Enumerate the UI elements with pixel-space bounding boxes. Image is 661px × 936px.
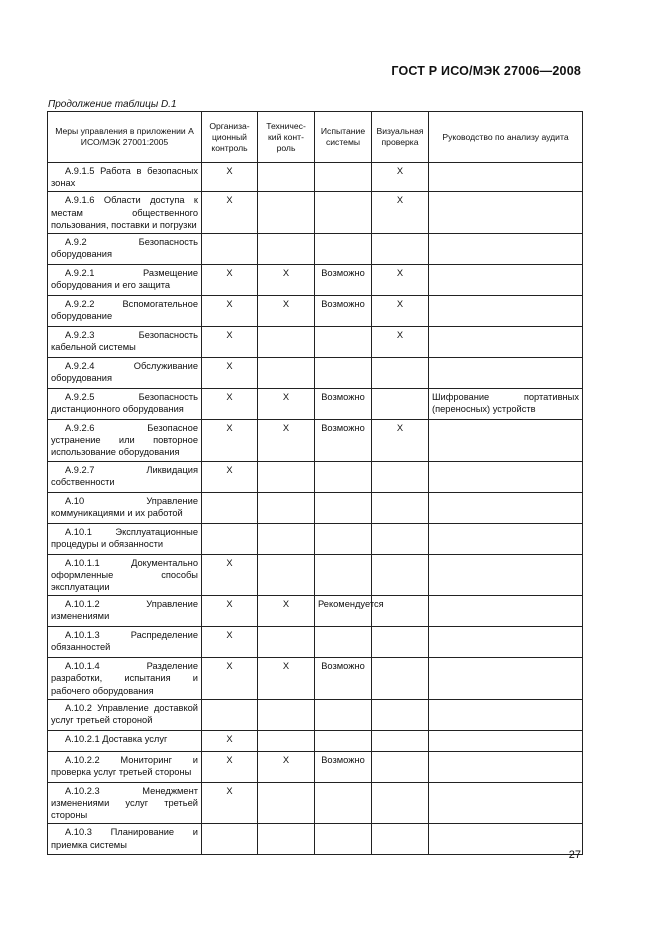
document-standard-title: ГОСТ Р ИСО/МЭК 27006—2008 — [391, 64, 581, 78]
column-header-technical-control: Техничес-кий конт-роль — [258, 112, 315, 163]
system-testing-cell: Возможно — [315, 420, 372, 462]
technical-control-cell: X — [258, 751, 315, 782]
visual-inspection-cell: X — [372, 296, 429, 327]
system-testing-cell — [315, 824, 372, 855]
visual-inspection-cell — [372, 554, 429, 596]
system-testing-cell — [315, 461, 372, 492]
system-testing-cell: Возможно — [315, 658, 372, 700]
visual-inspection-cell: X — [372, 265, 429, 296]
organizational-control-cell — [202, 824, 258, 855]
visual-inspection-cell — [372, 234, 429, 265]
visual-inspection-cell — [372, 492, 429, 523]
column-header-organizational-control: Организа-ционный контроль — [202, 112, 258, 163]
system-testing-cell — [315, 782, 372, 824]
organizational-control-cell: X — [202, 265, 258, 296]
organizational-control-cell: X — [202, 358, 258, 389]
table-body — [48, 163, 583, 855]
technical-control-cell — [258, 461, 315, 492]
system-testing-cell — [315, 627, 372, 658]
organizational-control-cell: X — [202, 627, 258, 658]
measure-cell: A.10.1.3 Распределение обязанностей — [48, 627, 202, 658]
audit-guidance-cell — [429, 163, 583, 192]
system-testing-cell — [315, 358, 372, 389]
system-testing-cell — [315, 699, 372, 730]
visual-inspection-cell — [372, 461, 429, 492]
organizational-control-cell: X — [202, 192, 258, 234]
organizational-control-cell: X — [202, 389, 258, 420]
technical-control-cell — [258, 627, 315, 658]
system-testing-cell: Рекомендуется — [315, 596, 372, 627]
audit-guidance-cell — [429, 492, 583, 523]
measure-cell: A.9.2 Безопасность оборудования — [48, 234, 202, 265]
technical-control-cell — [258, 163, 315, 192]
measure-cell: A.10.1 Эксплуатационные процедуры и обязанности — [48, 523, 202, 554]
technical-control-cell — [258, 358, 315, 389]
table-row — [48, 782, 583, 824]
organizational-control-cell: X — [202, 596, 258, 627]
organizational-control-cell: X — [202, 296, 258, 327]
audit-guidance-cell — [429, 265, 583, 296]
measure-cell: A.10.1.4 Разделение разработки, испытания и рабочего оборудования — [48, 658, 202, 700]
audit-guidance-cell — [429, 751, 583, 782]
organizational-control-cell: X — [202, 782, 258, 824]
organizational-control-cell — [202, 523, 258, 554]
table-row — [48, 234, 583, 265]
technical-control-cell — [258, 192, 315, 234]
table-row — [48, 296, 583, 327]
table-row — [48, 265, 583, 296]
column-header-audit-guidance: Руководство по анализу аудита — [429, 112, 583, 163]
audit-guidance-cell — [429, 782, 583, 824]
organizational-control-cell: X — [202, 163, 258, 192]
audit-guidance-cell — [429, 296, 583, 327]
system-testing-cell: Возможно — [315, 389, 372, 420]
measure-cell: A.9.2.5 Безопасность дистанционного оборудования — [48, 389, 202, 420]
audit-guidance-cell — [429, 699, 583, 730]
audit-guidance-cell — [429, 596, 583, 627]
visual-inspection-cell — [372, 627, 429, 658]
measure-cell: A.10.2 Управление доставкой услуг третьей стороной — [48, 699, 202, 730]
technical-control-cell — [258, 234, 315, 265]
system-testing-cell — [315, 327, 372, 358]
system-testing-cell — [315, 234, 372, 265]
measure-cell: A.9.2.4 Обслуживание оборудования — [48, 358, 202, 389]
measure-cell: A.10.2.2 Мониторинг и проверка услуг третьей стороны — [48, 751, 202, 782]
system-testing-cell — [315, 523, 372, 554]
measure-cell: A.10.1.1 Документально оформленные способы эксплуатации — [48, 554, 202, 596]
page-number: 27 — [568, 849, 581, 861]
table-row — [48, 596, 583, 627]
measure-cell: A.9.2.2 Вспомогательное оборудование — [48, 296, 202, 327]
system-testing-cell — [315, 730, 372, 751]
column-header-measures: Меры управления в приложении А ИСО/МЭК 27001:2005 — [48, 112, 202, 163]
audit-guidance-cell — [429, 327, 583, 358]
organizational-control-cell — [202, 492, 258, 523]
measure-cell: A.9.1.5 Работа в безопасных зонах — [48, 163, 202, 192]
visual-inspection-cell — [372, 389, 429, 420]
table-caption: Продолжение таблицы D.1 — [48, 99, 177, 110]
measure-cell: A.9.2.7 Ликвидация собственности — [48, 461, 202, 492]
measure-cell: A.10.2.3 Менеджмент изменениями услуг третьей стороны — [48, 782, 202, 824]
audit-guidance-cell — [429, 461, 583, 492]
visual-inspection-cell: X — [372, 327, 429, 358]
organizational-control-cell — [202, 234, 258, 265]
audit-guidance-cell — [429, 420, 583, 462]
table-row — [48, 192, 583, 234]
measure-cell: A.10.2.1 Доставка услуг — [48, 730, 202, 751]
audit-guidance-cell — [429, 627, 583, 658]
technical-control-cell — [258, 492, 315, 523]
table-row — [48, 461, 583, 492]
table-row — [48, 420, 583, 462]
technical-control-cell — [258, 699, 315, 730]
table-row — [48, 492, 583, 523]
system-testing-cell: Возможно — [315, 296, 372, 327]
measure-cell: A.10 Управление коммуникациями и их работой — [48, 492, 202, 523]
measure-cell: A.9.2.6 Безопасное устранение или повторное использование оборудования — [48, 420, 202, 462]
audit-guidance-cell — [429, 358, 583, 389]
table-row — [48, 751, 583, 782]
table-row — [48, 699, 583, 730]
visual-inspection-cell — [372, 730, 429, 751]
visual-inspection-cell: X — [372, 420, 429, 462]
system-testing-cell — [315, 554, 372, 596]
measure-cell: A.9.1.6 Области доступа к местам общественного пользования, поставки и погрузки — [48, 192, 202, 234]
technical-control-cell: X — [258, 265, 315, 296]
visual-inspection-cell — [372, 358, 429, 389]
organizational-control-cell: X — [202, 461, 258, 492]
measure-cell: A.9.2.1 Размещение оборудования и его защита — [48, 265, 202, 296]
technical-control-cell — [258, 782, 315, 824]
table-row — [48, 163, 583, 192]
measure-cell: A.9.2.3 Безопасность кабельной системы — [48, 327, 202, 358]
audit-guidance-cell — [429, 523, 583, 554]
technical-control-cell — [258, 523, 315, 554]
visual-inspection-cell — [372, 751, 429, 782]
technical-control-cell: X — [258, 596, 315, 627]
organizational-control-cell — [202, 699, 258, 730]
column-header-visual-inspection: Визуальная проверка — [372, 112, 429, 163]
table-row — [48, 824, 583, 855]
system-testing-cell — [315, 163, 372, 192]
table-row — [48, 627, 583, 658]
table-row — [48, 658, 583, 700]
table-row — [48, 358, 583, 389]
audit-guidance-cell — [429, 192, 583, 234]
visual-inspection-cell: X — [372, 163, 429, 192]
visual-inspection-cell — [372, 782, 429, 824]
table-row — [48, 554, 583, 596]
table-header-row — [48, 112, 583, 163]
technical-control-cell: X — [258, 420, 315, 462]
technical-control-cell: X — [258, 296, 315, 327]
table-row — [48, 730, 583, 751]
technical-control-cell — [258, 554, 315, 596]
technical-control-cell — [258, 824, 315, 855]
audit-guidance-table — [47, 111, 583, 855]
organizational-control-cell: X — [202, 420, 258, 462]
measure-cell: A.10.3 Планирование и приемка системы — [48, 824, 202, 855]
system-testing-cell: Возможно — [315, 265, 372, 296]
audit-guidance-cell — [429, 730, 583, 751]
audit-guidance-cell — [429, 234, 583, 265]
organizational-control-cell: X — [202, 730, 258, 751]
audit-guidance-cell: Шифрование портативных (переносных) устройств — [429, 389, 583, 420]
audit-guidance-cell — [429, 824, 583, 855]
technical-control-cell: X — [258, 658, 315, 700]
visual-inspection-cell — [372, 658, 429, 700]
system-testing-cell — [315, 192, 372, 234]
system-testing-cell: Возможно — [315, 751, 372, 782]
organizational-control-cell: X — [202, 327, 258, 358]
visual-inspection-cell — [372, 523, 429, 554]
technical-control-cell — [258, 730, 315, 751]
table-row — [48, 327, 583, 358]
column-header-system-testing: Испытание системы — [315, 112, 372, 163]
technical-control-cell: X — [258, 389, 315, 420]
audit-guidance-cell — [429, 658, 583, 700]
table-row — [48, 523, 583, 554]
organizational-control-cell: X — [202, 751, 258, 782]
visual-inspection-cell: X — [372, 192, 429, 234]
system-testing-cell — [315, 492, 372, 523]
visual-inspection-cell — [372, 824, 429, 855]
organizational-control-cell: X — [202, 658, 258, 700]
technical-control-cell — [258, 327, 315, 358]
table-row — [48, 389, 583, 420]
measure-cell: A.10.1.2 Управление изменениями — [48, 596, 202, 627]
audit-guidance-cell — [429, 554, 583, 596]
organizational-control-cell: X — [202, 554, 258, 596]
visual-inspection-cell — [372, 699, 429, 730]
